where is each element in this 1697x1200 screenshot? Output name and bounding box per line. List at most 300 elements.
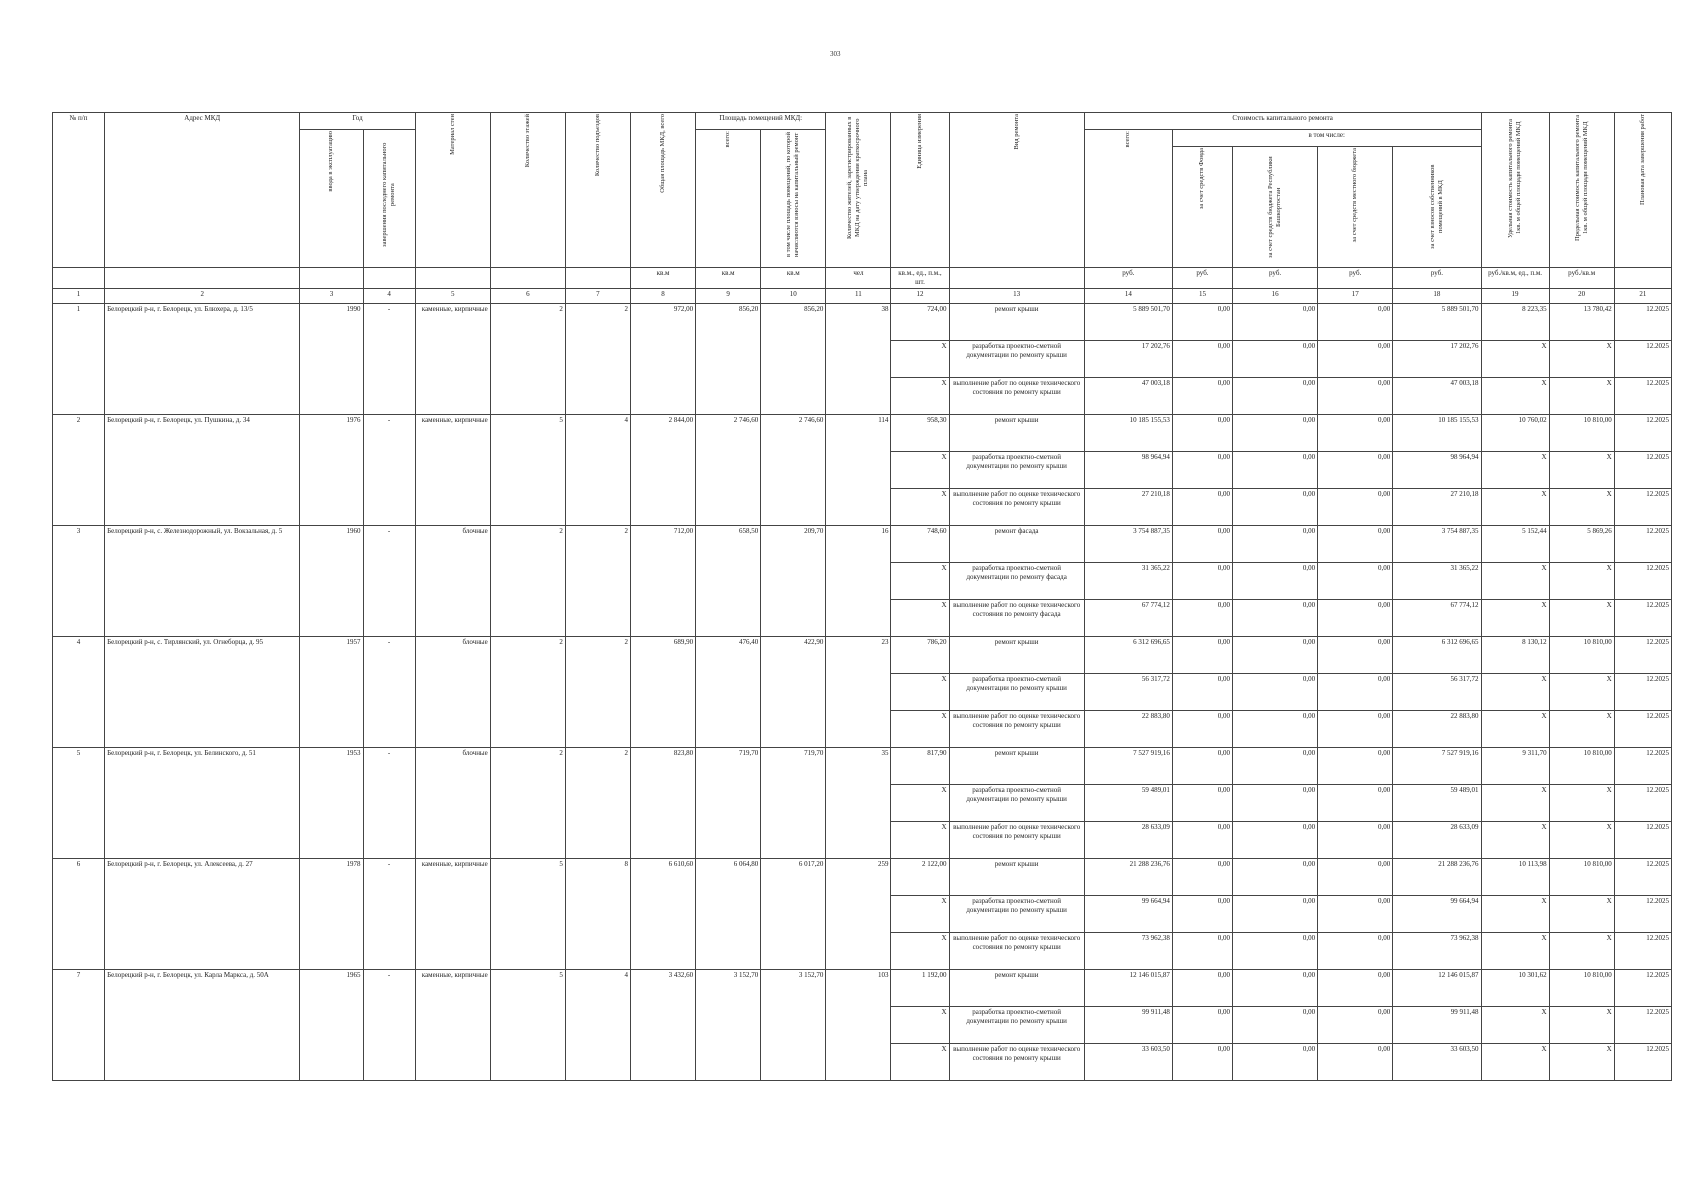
cell-cost-republic: 0,00 — [1233, 748, 1318, 785]
cell-total-area: 972,00 — [630, 304, 695, 415]
cell-unit-cost: X — [1481, 563, 1549, 600]
table-row — [53, 304, 1672, 341]
cell-repair-type: выполнение работ по оценке технического состояния по ремонту крыши — [949, 1044, 1084, 1081]
cell-floors: 2 — [490, 526, 565, 637]
cell-cost-fund: 0,00 — [1172, 600, 1232, 637]
cell-material: каменные, кирпичные — [415, 415, 490, 526]
cell-total-area: 6 610,60 — [630, 859, 695, 970]
cell-cost-local: 0,00 — [1318, 711, 1393, 748]
cell-address: Белорецкий р-н, г. Белорецк, ул. Карла Маркса, д. 50А — [105, 970, 300, 1081]
cell-cost-republic: 0,00 — [1233, 637, 1318, 674]
column-number: 17 — [1318, 289, 1393, 304]
cell-repair-type: выполнение работ по оценке технического состояния по ремонту крыши — [949, 711, 1084, 748]
cell-deadline: 12.2025 — [1614, 859, 1671, 896]
cell-cost-total: 21 288 236,76 — [1084, 859, 1172, 896]
cell-cost-republic: 0,00 — [1233, 563, 1318, 600]
cell-cost-owners: 21 288 236,76 — [1393, 859, 1481, 896]
cell-premises-charged: 6 017,20 — [761, 859, 826, 970]
cell-cost-owners: 31 365,22 — [1393, 563, 1481, 600]
cell-cost-local: 0,00 — [1318, 933, 1393, 970]
cell-material: блочные — [415, 637, 490, 748]
column-number: 8 — [630, 289, 695, 304]
cell-total-area: 712,00 — [630, 526, 695, 637]
cell-qty: X — [891, 563, 949, 600]
column-number: 14 — [1084, 289, 1172, 304]
header-cost-republic: за счет средств бюджета Республики Башкортостан — [1233, 147, 1318, 268]
cell-cost-local: 0,00 — [1318, 341, 1393, 378]
cell-limit-cost: X — [1549, 785, 1614, 822]
cell-cost-total: 10 185 155,53 — [1084, 415, 1172, 452]
cell-cost-total: 56 317,72 — [1084, 674, 1172, 711]
header-floors: Количество этажей — [490, 113, 565, 268]
cell-cost-fund: 0,00 — [1172, 1044, 1232, 1081]
column-number: 2 — [105, 289, 300, 304]
cell-deadline: 12.2025 — [1614, 822, 1671, 859]
cell-cost-fund: 0,00 — [1172, 415, 1232, 452]
cell-cost-fund: 0,00 — [1172, 526, 1232, 563]
cell-address: Белорецкий р-н, с. Железнодорожный, ул. Вокзальная, д. 5 — [105, 526, 300, 637]
cell-premises-total: 3 152,70 — [696, 970, 761, 1081]
cell-entrances: 8 — [565, 859, 630, 970]
cell-unit-cost: 8 130,12 — [1481, 637, 1549, 674]
cell-deadline: 12.2025 — [1614, 452, 1671, 489]
table-row — [53, 859, 1672, 896]
cell-cost-owners: 10 185 155,53 — [1393, 415, 1481, 452]
cell-premises-total: 719,70 — [696, 748, 761, 859]
cell-address: Белорецкий р-н, г. Белорецк, ул. Блюхера, д. 13/5 — [105, 304, 300, 415]
cell-cost-fund: 0,00 — [1172, 489, 1232, 526]
cell-cost-total: 5 889 501,70 — [1084, 304, 1172, 341]
cell-unit-cost: 10 760,02 — [1481, 415, 1549, 452]
cell-entrances: 4 — [565, 970, 630, 1081]
cell-repair-type: выполнение работ по оценке технического состояния по ремонту фасада — [949, 600, 1084, 637]
cell-entrances: 2 — [565, 748, 630, 859]
cell-cost-owners: 67 774,12 — [1393, 600, 1481, 637]
cell-limit-cost: 5 869,26 — [1549, 526, 1614, 563]
cell-cost-local: 0,00 — [1318, 452, 1393, 489]
cell-unit-cost: 10 301,62 — [1481, 970, 1549, 1007]
unit-cost-republic: руб. — [1233, 268, 1318, 289]
cell-cost-total: 59 489,01 — [1084, 785, 1172, 822]
cell-year: 1965 — [300, 970, 363, 1081]
column-number: 19 — [1481, 289, 1549, 304]
cell-cost-local: 0,00 — [1318, 970, 1393, 1007]
cell-repair-type: выполнение работ по оценке технического состояния по ремонту крыши — [949, 489, 1084, 526]
header-total-area: Общая площадь МКД, всего — [630, 113, 695, 268]
cell-cost-fund: 0,00 — [1172, 933, 1232, 970]
cell-limit-cost: 10 810,00 — [1549, 415, 1614, 452]
cell-deadline: 12.2025 — [1614, 711, 1671, 748]
cell-cost-republic: 0,00 — [1233, 378, 1318, 415]
cell-cost-total: 3 754 887,35 — [1084, 526, 1172, 563]
cell-repair-type: разработка проектно-сметной документации по ремонту крыши — [949, 896, 1084, 933]
cell-floors: 2 — [490, 748, 565, 859]
header-cost-fund: за счет средств Фонда — [1172, 147, 1232, 268]
cell-no: 2 — [53, 415, 105, 526]
cell-material: блочные — [415, 748, 490, 859]
cell-repair-type: выполнение работ по оценке технического состояния по ремонту крыши — [949, 933, 1084, 970]
cell-cost-republic: 0,00 — [1233, 859, 1318, 896]
cell-cost-republic: 0,00 — [1233, 304, 1318, 341]
cell-cost-total: 27 210,18 — [1084, 489, 1172, 526]
cell-cost-fund: 0,00 — [1172, 859, 1232, 896]
cell-qty: X — [891, 896, 949, 933]
cell-cost-total: 99 911,48 — [1084, 1007, 1172, 1044]
cell-last-repair: - — [363, 526, 415, 637]
cell-cost-owners: 99 664,94 — [1393, 896, 1481, 933]
cell-premises-total: 2 746,60 — [696, 415, 761, 526]
unit-limit-cost: руб./кв.м — [1549, 268, 1614, 289]
cell-cost-total: 22 883,80 — [1084, 711, 1172, 748]
cell-no: 3 — [53, 526, 105, 637]
cell-limit-cost: X — [1549, 933, 1614, 970]
unit-cost-total: руб. — [1084, 268, 1172, 289]
cell-cost-fund: 0,00 — [1172, 341, 1232, 378]
cell-cost-owners: 47 003,18 — [1393, 378, 1481, 415]
cell-limit-cost: X — [1549, 600, 1614, 637]
header-incl: в том числе: — [1172, 130, 1481, 147]
cell-premises-charged: 2 746,60 — [761, 415, 826, 526]
header-premises-group: Площадь помещений МКД: — [696, 113, 826, 130]
cell-cost-fund: 0,00 — [1172, 304, 1232, 341]
cell-last-repair: - — [363, 748, 415, 859]
cell-premises-total: 476,40 — [696, 637, 761, 748]
header-year-commission: ввода в эксплуатацию — [300, 130, 363, 268]
cell-cost-owners: 28 633,09 — [1393, 822, 1481, 859]
cell-cost-owners: 99 911,48 — [1393, 1007, 1481, 1044]
cell-unit-cost: X — [1481, 674, 1549, 711]
cell-cost-total: 33 603,50 — [1084, 1044, 1172, 1081]
cell-floors: 2 — [490, 637, 565, 748]
cell-last-repair: - — [363, 637, 415, 748]
cell-limit-cost: X — [1549, 452, 1614, 489]
cell-repair-type: выполнение работ по оценке технического состояния по ремонту крыши — [949, 378, 1084, 415]
cell-limit-cost: X — [1549, 822, 1614, 859]
cell-cost-local: 0,00 — [1318, 785, 1393, 822]
cell-cost-republic: 0,00 — [1233, 452, 1318, 489]
cell-cost-total: 28 633,09 — [1084, 822, 1172, 859]
cell-cost-local: 0,00 — [1318, 563, 1393, 600]
cell-repair-type: разработка проектно-сметной документации по ремонту крыши — [949, 452, 1084, 489]
cell-floors: 5 — [490, 970, 565, 1081]
cell-unit-cost: X — [1481, 341, 1549, 378]
cell-unit-cost: X — [1481, 933, 1549, 970]
cell-limit-cost: X — [1549, 896, 1614, 933]
cell-deadline: 12.2025 — [1614, 1007, 1671, 1044]
cell-limit-cost: X — [1549, 1007, 1614, 1044]
cell-cost-owners: 27 210,18 — [1393, 489, 1481, 526]
cell-cost-local: 0,00 — [1318, 896, 1393, 933]
cell-entrances: 2 — [565, 304, 630, 415]
cell-deadline: 12.2025 — [1614, 526, 1671, 563]
unit-premises-charged: кв.м — [761, 268, 826, 289]
column-number: 13 — [949, 289, 1084, 304]
column-number: 10 — [761, 289, 826, 304]
cell-qty: X — [891, 378, 949, 415]
cell-material: каменные, кирпичные — [415, 970, 490, 1081]
cell-unit-cost: X — [1481, 822, 1549, 859]
cell-deadline: 12.2025 — [1614, 304, 1671, 341]
cell-limit-cost: 10 810,00 — [1549, 748, 1614, 785]
cell-entrances: 2 — [565, 526, 630, 637]
cell-cost-republic: 0,00 — [1233, 341, 1318, 378]
column-number: 5 — [415, 289, 490, 304]
column-number: 1 — [53, 289, 105, 304]
cell-cost-total: 67 774,12 — [1084, 600, 1172, 637]
header-wall-material: Материал стен — [415, 113, 490, 268]
cell-residents: 103 — [826, 970, 891, 1081]
cell-limit-cost: X — [1549, 563, 1614, 600]
unit-residents: чел — [826, 268, 891, 289]
cell-address: Белорецкий р-н, с. Тирлянский, ул. Огнеборца, д. 95 — [105, 637, 300, 748]
cell-qty: 724,00 — [891, 304, 949, 341]
cell-unit-cost: 5 152,44 — [1481, 526, 1549, 563]
cell-no: 4 — [53, 637, 105, 748]
cell-cost-republic: 0,00 — [1233, 785, 1318, 822]
cell-deadline: 12.2025 — [1614, 563, 1671, 600]
cell-limit-cost: X — [1549, 1044, 1614, 1081]
header-address: Адрес МКД — [105, 113, 300, 268]
cell-year: 1978 — [300, 859, 363, 970]
cell-limit-cost: X — [1549, 674, 1614, 711]
cell-deadline: 12.2025 — [1614, 748, 1671, 785]
header-cost-local: за счет средств местного бюджета — [1318, 147, 1393, 268]
cell-cost-republic: 0,00 — [1233, 822, 1318, 859]
cell-cost-republic: 0,00 — [1233, 600, 1318, 637]
header-premises-total: всего: — [696, 130, 761, 268]
cell-cost-total: 7 527 919,16 — [1084, 748, 1172, 785]
cell-deadline: 12.2025 — [1614, 378, 1671, 415]
cell-year: 1957 — [300, 637, 363, 748]
header-repair-type: Вид ремонта — [949, 113, 1084, 268]
cell-repair-type: ремонт крыши — [949, 970, 1084, 1007]
cell-qty: X — [891, 933, 949, 970]
cell-cost-owners: 17 202,76 — [1393, 341, 1481, 378]
header-year-group: Год — [300, 113, 415, 130]
cell-unit-cost: X — [1481, 1007, 1549, 1044]
column-number: 12 — [891, 289, 949, 304]
cell-cost-fund: 0,00 — [1172, 711, 1232, 748]
header-entrances: Количество подъездов — [565, 113, 630, 268]
cell-qty: X — [891, 1007, 949, 1044]
cell-cost-local: 0,00 — [1318, 822, 1393, 859]
cell-cost-local: 0,00 — [1318, 637, 1393, 674]
unit-unit: кв.м., ед., п.м., шт. — [891, 268, 949, 289]
cell-repair-type: разработка проектно-сметной документации по ремонту фасада — [949, 563, 1084, 600]
cell-unit-cost: 9 311,70 — [1481, 748, 1549, 785]
cell-premises-total: 856,20 — [696, 304, 761, 415]
cell-residents: 38 — [826, 304, 891, 415]
cell-total-area: 689,90 — [630, 637, 695, 748]
cell-deadline: 12.2025 — [1614, 637, 1671, 674]
cell-cost-local: 0,00 — [1318, 748, 1393, 785]
cell-premises-total: 6 064,80 — [696, 859, 761, 970]
cell-deadline: 12.2025 — [1614, 896, 1671, 933]
cell-address: Белорецкий р-н, г. Белорецк, ул. Алексеева, д. 27 — [105, 859, 300, 970]
cell-repair-type: разработка проектно-сметной документации по ремонту крыши — [949, 674, 1084, 711]
table-header — [53, 113, 1672, 304]
cell-qty: 2 122,00 — [891, 859, 949, 896]
cell-unit-cost: X — [1481, 600, 1549, 637]
cell-cost-republic: 0,00 — [1233, 970, 1318, 1007]
column-number: 9 — [696, 289, 761, 304]
cell-cost-republic: 0,00 — [1233, 489, 1318, 526]
cell-repair-type: разработка проектно-сметной документации по ремонту крыши — [949, 341, 1084, 378]
cell-last-repair: - — [363, 970, 415, 1081]
cell-premises-charged: 3 152,70 — [761, 970, 826, 1081]
cell-deadline: 12.2025 — [1614, 341, 1671, 378]
cell-cost-owners: 5 889 501,70 — [1393, 304, 1481, 341]
cell-cost-local: 0,00 — [1318, 378, 1393, 415]
cell-cost-local: 0,00 — [1318, 674, 1393, 711]
cell-residents: 114 — [826, 415, 891, 526]
header-no: № п/п — [53, 113, 105, 268]
cell-repair-type: разработка проектно-сметной документации по ремонту крыши — [949, 785, 1084, 822]
cell-premises-charged: 422,90 — [761, 637, 826, 748]
cell-unit-cost: 10 113,98 — [1481, 859, 1549, 896]
table-row — [53, 526, 1672, 563]
cell-material: каменные, кирпичные — [415, 859, 490, 970]
cell-cost-fund: 0,00 — [1172, 896, 1232, 933]
cell-residents: 35 — [826, 748, 891, 859]
cell-residents: 259 — [826, 859, 891, 970]
cell-cost-owners: 73 962,38 — [1393, 933, 1481, 970]
cell-deadline: 12.2025 — [1614, 933, 1671, 970]
cell-floors: 5 — [490, 859, 565, 970]
cell-unit-cost: X — [1481, 785, 1549, 822]
cell-address: Белорецкий р-н, г. Белорецк, ул. Белинского, д. 51 — [105, 748, 300, 859]
column-number: 21 — [1614, 289, 1671, 304]
cell-limit-cost: 10 810,00 — [1549, 859, 1614, 896]
cell-cost-republic: 0,00 — [1233, 933, 1318, 970]
cell-repair-type: ремонт крыши — [949, 859, 1084, 896]
cell-cost-total: 6 312 696,65 — [1084, 637, 1172, 674]
cell-cost-local: 0,00 — [1318, 1007, 1393, 1044]
cell-premises-charged: 209,70 — [761, 526, 826, 637]
cell-cost-fund: 0,00 — [1172, 674, 1232, 711]
cell-limit-cost: 13 780,42 — [1549, 304, 1614, 341]
cell-cost-fund: 0,00 — [1172, 452, 1232, 489]
column-number: 11 — [826, 289, 891, 304]
cell-premises-total: 658,50 — [696, 526, 761, 637]
cell-no: 1 — [53, 304, 105, 415]
cell-qty: 748,60 — [891, 526, 949, 563]
cell-qty: X — [891, 452, 949, 489]
cell-limit-cost: X — [1549, 711, 1614, 748]
cell-cost-total: 47 003,18 — [1084, 378, 1172, 415]
cell-repair-type: ремонт крыши — [949, 748, 1084, 785]
cell-cost-owners: 98 964,94 — [1393, 452, 1481, 489]
cell-cost-owners: 12 146 015,87 — [1393, 970, 1481, 1007]
cell-cost-owners: 7 527 919,16 — [1393, 748, 1481, 785]
cell-cost-owners: 6 312 696,65 — [1393, 637, 1481, 674]
cell-total-area: 823,80 — [630, 748, 695, 859]
cell-qty: 786,20 — [891, 637, 949, 674]
cell-cost-fund: 0,00 — [1172, 637, 1232, 674]
cell-limit-cost: 10 810,00 — [1549, 970, 1614, 1007]
header-unit: Единица измерения — [891, 113, 949, 268]
column-number: 15 — [1172, 289, 1232, 304]
cell-qty: 1 192,00 — [891, 970, 949, 1007]
cell-cost-local: 0,00 — [1318, 415, 1393, 452]
cell-cost-owners: 3 754 887,35 — [1393, 526, 1481, 563]
cell-cost-local: 0,00 — [1318, 526, 1393, 563]
column-number: 16 — [1233, 289, 1318, 304]
column-numbers-row — [53, 289, 1672, 304]
cell-deadline: 12.2025 — [1614, 970, 1671, 1007]
cell-qty: X — [891, 341, 949, 378]
cell-unit-cost: X — [1481, 489, 1549, 526]
cell-cost-total: 99 664,94 — [1084, 896, 1172, 933]
cell-cost-owners: 59 489,01 — [1393, 785, 1481, 822]
cell-cost-republic: 0,00 — [1233, 896, 1318, 933]
cell-cost-total: 12 146 015,87 — [1084, 970, 1172, 1007]
page-number: 303 — [830, 50, 841, 58]
cell-last-repair: - — [363, 304, 415, 415]
cell-cost-local: 0,00 — [1318, 304, 1393, 341]
cell-cost-local: 0,00 — [1318, 859, 1393, 896]
header-limit-cost: Предельная стоимость капитального ремонта 1кв. м общей площади помещений МКД — [1549, 113, 1614, 268]
cell-material: каменные, кирпичные — [415, 304, 490, 415]
cell-total-area: 3 432,60 — [630, 970, 695, 1081]
cell-cost-total: 73 962,38 — [1084, 933, 1172, 970]
cell-year: 1990 — [300, 304, 363, 415]
cell-cost-local: 0,00 — [1318, 600, 1393, 637]
cell-unit-cost: 8 223,35 — [1481, 304, 1549, 341]
cell-deadline: 12.2025 — [1614, 785, 1671, 822]
cell-unit-cost: X — [1481, 711, 1549, 748]
cell-cost-fund: 0,00 — [1172, 378, 1232, 415]
table-body — [53, 304, 1672, 1081]
cell-limit-cost: X — [1549, 489, 1614, 526]
cell-cost-republic: 0,00 — [1233, 674, 1318, 711]
unit-premises-total: кв.м — [696, 268, 761, 289]
column-number: 20 — [1549, 289, 1614, 304]
cell-last-repair: - — [363, 415, 415, 526]
column-number: 6 — [490, 289, 565, 304]
header-deadline: Плановая дата завершения работ — [1614, 113, 1671, 268]
cell-cost-fund: 0,00 — [1172, 822, 1232, 859]
column-number: 4 — [363, 289, 415, 304]
cell-cost-fund: 0,00 — [1172, 785, 1232, 822]
header-year-last-repair: завершения последнего капитального ремонта — [363, 130, 415, 268]
cell-limit-cost: 10 810,00 — [1549, 637, 1614, 674]
unit-unit-cost: руб./кв.м, ед., п.м. — [1481, 268, 1549, 289]
cell-total-area: 2 844,00 — [630, 415, 695, 526]
cell-cost-fund: 0,00 — [1172, 970, 1232, 1007]
header-cost-owners: за счет взносов собственников помещений в МКД — [1393, 147, 1481, 268]
cell-qty: X — [891, 822, 949, 859]
unit-total-area: кв.м — [630, 268, 695, 289]
cell-cost-total: 98 964,94 — [1084, 452, 1172, 489]
cell-last-repair: - — [363, 859, 415, 970]
table-row — [53, 748, 1672, 785]
cell-repair-type: разработка проектно-сметной документации по ремонту крыши — [949, 1007, 1084, 1044]
cell-repair-type: ремонт крыши — [949, 304, 1084, 341]
unit-cost-local: руб. — [1318, 268, 1393, 289]
cell-cost-total: 31 365,22 — [1084, 563, 1172, 600]
column-number: 18 — [1393, 289, 1481, 304]
unit-cost-fund: руб. — [1172, 268, 1232, 289]
cell-year: 1960 — [300, 526, 363, 637]
cell-unit-cost: X — [1481, 896, 1549, 933]
cell-cost-republic: 0,00 — [1233, 526, 1318, 563]
cell-address: Белорецкий р-н, г. Белорецк, ул. Пушкина, д. 34 — [105, 415, 300, 526]
cell-deadline: 12.2025 — [1614, 1044, 1671, 1081]
cell-unit-cost: X — [1481, 452, 1549, 489]
cell-year: 1976 — [300, 415, 363, 526]
cell-qty: 958,30 — [891, 415, 949, 452]
